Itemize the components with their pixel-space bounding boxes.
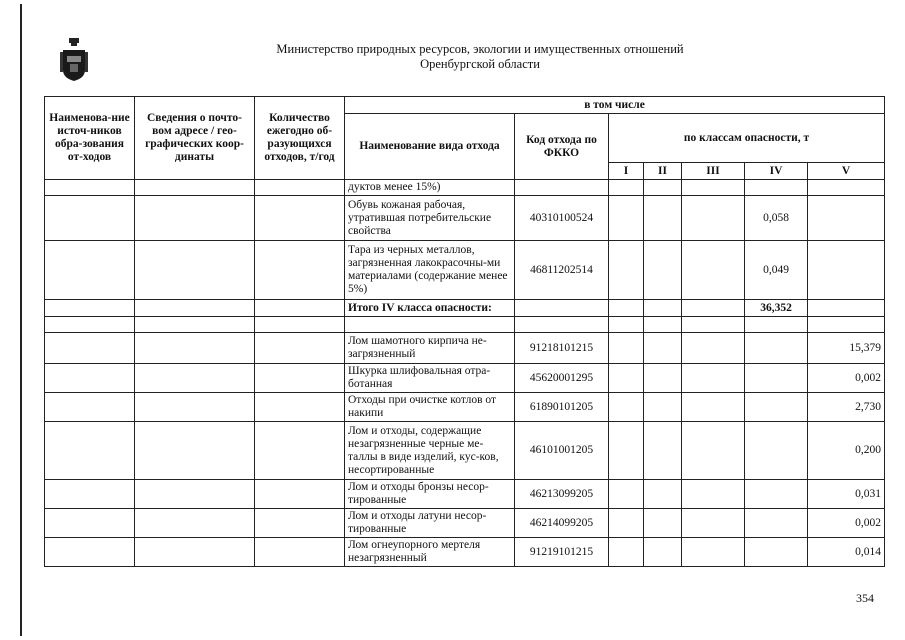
col-header-quantity: Количество ежегодно об-разующихся отходов, т/год	[255, 97, 345, 180]
class-4-cell	[745, 393, 808, 422]
waste-name-cell: Лом и отходы латуни несор-тированные	[345, 509, 515, 538]
fkko-code-cell: 91218101215	[515, 333, 609, 364]
class-5-cell: 0,014	[808, 538, 885, 567]
class-5-cell: 2,730	[808, 393, 885, 422]
waste-name-cell: дуктов менее 15%)	[345, 180, 515, 196]
waste-name-cell: Лом и отходы, содержащие незагрязненные черные ме-таллы в виде изделий, кус-ков, несортированные	[345, 422, 515, 480]
waste-name-cell: Тара из черных металлов, загрязненная лакокрасочны-ми материалами (содержание менее 5%)	[345, 241, 515, 300]
waste-name-cell: Обувь кожаная рабочая, утратившая потребительские свойства	[345, 196, 515, 241]
fkko-code-cell: 46101001205	[515, 422, 609, 480]
waste-name-cell: Лом и отходы бронзы несор-тированные	[345, 480, 515, 509]
class-4-cell	[745, 538, 808, 567]
table-row	[45, 333, 885, 364]
class-5-cell	[808, 180, 885, 196]
fkko-code-cell: 46214099205	[515, 509, 609, 538]
table-row	[45, 393, 885, 422]
col-header-source-name: Наименова-ние источ-ников обра-зования от-ходов	[45, 97, 135, 180]
col-header-class-3: III	[682, 163, 745, 180]
class-5-cell: 15,379	[808, 333, 885, 364]
class-4-cell	[745, 333, 808, 364]
table-row	[45, 422, 885, 480]
class-4-cell: 0,049	[745, 241, 808, 300]
col-header-class-5: V	[808, 163, 885, 180]
fkko-code-cell	[515, 300, 609, 317]
col-header-waste-type: Наименование вида отхода	[345, 114, 515, 180]
subtotal-label: Итого IV класса опасности:	[345, 300, 515, 317]
class-4-cell	[745, 180, 808, 196]
col-header-including: в том числе	[345, 97, 885, 114]
class-5-cell	[808, 317, 885, 333]
table-row	[45, 196, 885, 241]
fkko-code-cell: 45620001295	[515, 364, 609, 393]
table-row	[45, 180, 885, 196]
fkko-code-cell: 61890101205	[515, 393, 609, 422]
class-5-cell	[808, 196, 885, 241]
class-4-cell	[745, 364, 808, 393]
table-row	[45, 241, 885, 300]
class-5-cell: 0,002	[808, 364, 885, 393]
table-row-subtotal	[45, 300, 885, 317]
fkko-code-cell	[515, 317, 609, 333]
orenburg-coat-of-arms-icon	[60, 38, 88, 82]
col-header-class-2: II	[644, 163, 682, 180]
fkko-code-cell: 91219101215	[515, 538, 609, 567]
class-5-cell: 0,031	[808, 480, 885, 509]
waste-name-cell: Лом огнеупорного мертеля незагрязненный	[345, 538, 515, 567]
fkko-code-cell: 46213099205	[515, 480, 609, 509]
waste-name-cell	[345, 317, 515, 333]
class-4-cell	[745, 317, 808, 333]
fkko-code-cell	[515, 180, 609, 196]
ministry-name-line1: Министерство природных ресурсов, экологии и имущественных отношений	[276, 42, 684, 56]
class-5-cell: 0,200	[808, 422, 885, 480]
col-header-by-class: по классам опасности, т	[609, 114, 885, 163]
subtotal-class-4-value: 36,352	[745, 300, 808, 317]
waste-name-cell: Шкурка шлифовальная отра-ботанная	[345, 364, 515, 393]
table-row	[45, 317, 885, 333]
class-5-cell	[808, 241, 885, 300]
col-header-fkko-code: Код отхода по ФККО	[515, 114, 609, 180]
class-4-cell	[745, 509, 808, 538]
col-header-address: Сведения о почто-вом адресе / гео-графических коор-динаты	[135, 97, 255, 180]
waste-name-cell: Отходы при очистке котлов от накипи	[345, 393, 515, 422]
class-4-cell: 0,058	[745, 196, 808, 241]
class-5-cell: 0,002	[808, 509, 885, 538]
fkko-code-cell: 46811202514	[515, 241, 609, 300]
fkko-code-cell: 40310100524	[515, 196, 609, 241]
class-5-cell	[808, 300, 885, 317]
page-left-edge-rule	[20, 4, 22, 636]
waste-sources-table	[44, 96, 885, 567]
table-row	[45, 538, 885, 567]
ministry-name-line2: Оренбургской области	[420, 57, 540, 71]
class-4-cell	[745, 422, 808, 480]
class-4-cell	[745, 480, 808, 509]
page-number: 354	[856, 591, 874, 605]
waste-name-cell: Лом шамотного кирпича не-загрязненный	[345, 333, 515, 364]
table-row	[45, 480, 885, 509]
col-header-class-1: I	[609, 163, 644, 180]
col-header-class-4: IV	[745, 163, 808, 180]
table-row	[45, 509, 885, 538]
table-row	[45, 364, 885, 393]
